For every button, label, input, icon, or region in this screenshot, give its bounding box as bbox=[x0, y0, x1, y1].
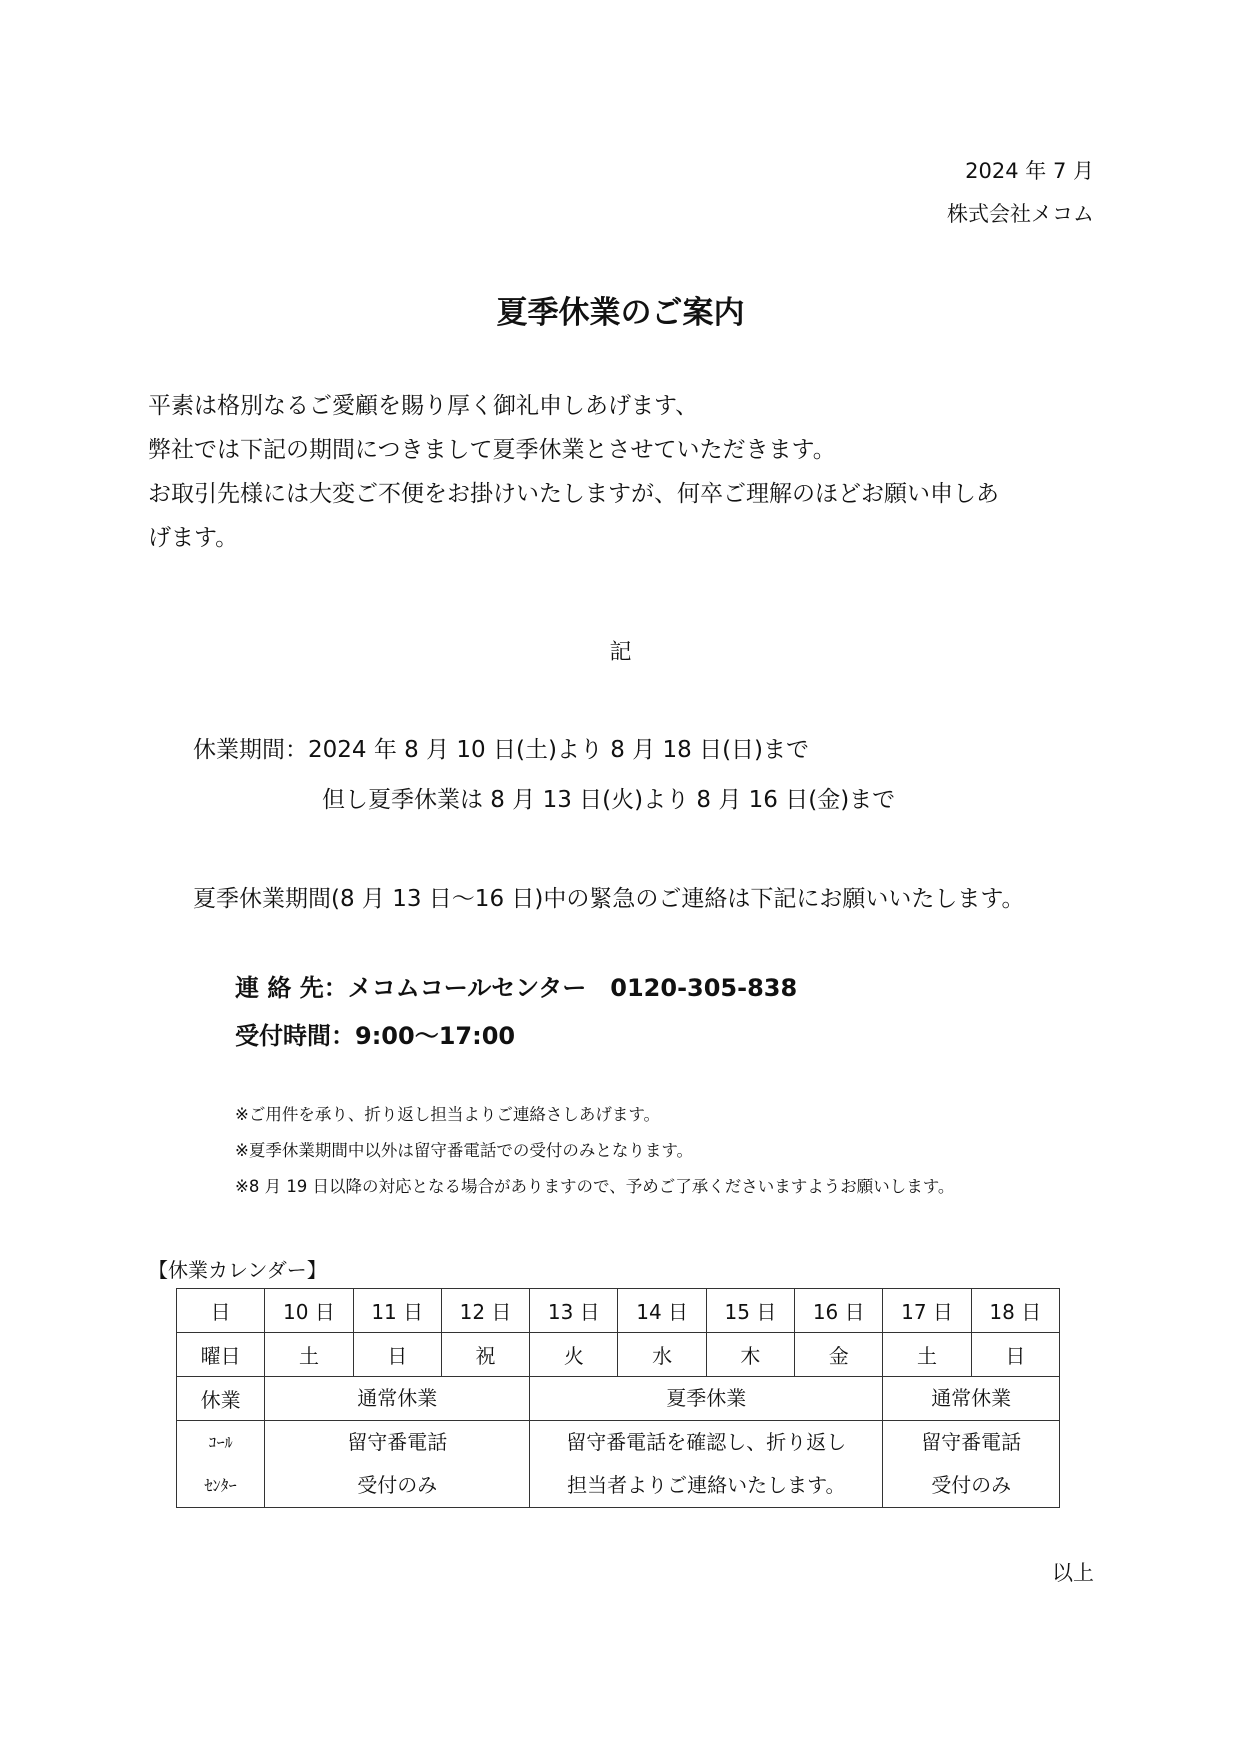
intro-line: 平素は格別なるご愛顧を賜り厚く御礼申しあげます、 bbox=[148, 393, 699, 419]
weekday-cell: 木 bbox=[706, 1333, 794, 1377]
day-cell: 15 日 bbox=[706, 1289, 794, 1333]
day-cell: 10 日 bbox=[265, 1289, 353, 1333]
table-row-days bbox=[177, 1289, 1060, 1333]
weekday-cell: 日 bbox=[971, 1333, 1059, 1377]
call-center-cell bbox=[883, 1421, 1060, 1508]
contact-line: 連 絡 先：メコムコールセンター 0120-305-838 bbox=[235, 974, 798, 1002]
table-row-status bbox=[177, 1377, 1060, 1421]
call-center-cell bbox=[265, 1421, 530, 1508]
table-row-weekdays bbox=[177, 1333, 1060, 1377]
reception-hours: 受付時間：9:00～17:00 bbox=[235, 1022, 516, 1050]
row-header-weekday: 曜日 bbox=[177, 1333, 265, 1377]
weekday-cell: 金 bbox=[795, 1333, 883, 1377]
closure-calendar-table bbox=[176, 1288, 1060, 1508]
note-item: ※ご用件を承り、折り返し担当よりご連絡さしあげます。 bbox=[235, 1105, 661, 1124]
ki-heading: 記 bbox=[609, 640, 632, 665]
day-cell: 16 日 bbox=[795, 1289, 883, 1333]
intro-line: 弊社では下記の期間につきまして夏季休業とさせていただきます。 bbox=[148, 437, 836, 463]
closure-period: 休業期間：2024 年 8 月 10 日(土)より 8 月 18 日(日)まで bbox=[193, 737, 810, 763]
call-center-cell bbox=[530, 1421, 883, 1508]
notes-list bbox=[235, 1097, 954, 1205]
call-center-text: 留守番電話 bbox=[347, 1430, 448, 1454]
weekday-cell: 火 bbox=[530, 1333, 618, 1377]
row-header-day: 日 bbox=[177, 1289, 265, 1333]
weekday-cell: 土 bbox=[265, 1333, 353, 1377]
weekday-cell: 土 bbox=[883, 1333, 971, 1377]
note-item: ※8 月 19 日以降の対応となる場合がありますので、予めご了承くださいますようお願いします。 bbox=[235, 1177, 955, 1196]
issue-date: 2024 年 7 月 bbox=[965, 159, 1094, 183]
day-cell: 11 日 bbox=[353, 1289, 441, 1333]
day-cell: 17 日 bbox=[883, 1289, 971, 1333]
status-cell: 通常休業 bbox=[883, 1377, 1060, 1421]
day-cell: 13 日 bbox=[530, 1289, 618, 1333]
intro-paragraph bbox=[148, 384, 1088, 560]
intro-line: お取引先様には大変ご不便をお掛けいたしますが、何卒ご理解のほどお願い申しあ bbox=[148, 481, 999, 507]
closing-mark: 以上 bbox=[1052, 1561, 1094, 1585]
status-cell: 通常休業 bbox=[265, 1377, 530, 1421]
call-center-text: 受付のみ bbox=[357, 1473, 438, 1497]
day-cell: 14 日 bbox=[618, 1289, 706, 1333]
emergency-contact-note: 夏季休業期間(8 月 13 日～16 日)中の緊急のご連絡は下記にお願いいたします。 bbox=[193, 886, 1025, 912]
row-header-status: 休業 bbox=[177, 1377, 265, 1421]
day-cell: 12 日 bbox=[441, 1289, 529, 1333]
row-header-call-center bbox=[177, 1421, 265, 1508]
weekday-cell: 水 bbox=[618, 1333, 706, 1377]
note-item: ※夏季休業期間中以外は留守番電話での受付のみとなります。 bbox=[235, 1141, 694, 1160]
weekday-cell: 日 bbox=[353, 1333, 441, 1377]
call-center-label-line: ｺｰﾙ bbox=[208, 1433, 233, 1452]
call-center-text: 留守番電話を確認し、折り返し bbox=[566, 1430, 847, 1454]
weekday-cell: 祝 bbox=[441, 1333, 529, 1377]
status-cell: 夏季休業 bbox=[530, 1377, 883, 1421]
table-row-call-center bbox=[177, 1421, 1060, 1508]
call-center-text: 受付のみ bbox=[931, 1473, 1012, 1497]
document-title: 夏季休業のご案内 bbox=[496, 295, 745, 331]
call-center-label-line: ｾﾝﾀｰ bbox=[204, 1476, 237, 1495]
company-name: 株式会社メコム bbox=[947, 202, 1094, 226]
intro-line: げます。 bbox=[148, 525, 239, 551]
call-center-text: 担当者よりご連絡いたします。 bbox=[567, 1473, 846, 1497]
summer-closure-period: 但し夏季休業は 8 月 13 日(火)より 8 月 16 日(金)まで bbox=[322, 787, 896, 813]
calendar-label: 【休業カレンダー】 bbox=[148, 1258, 327, 1282]
day-cell: 18 日 bbox=[971, 1289, 1059, 1333]
call-center-text: 留守番電話 bbox=[921, 1430, 1022, 1454]
